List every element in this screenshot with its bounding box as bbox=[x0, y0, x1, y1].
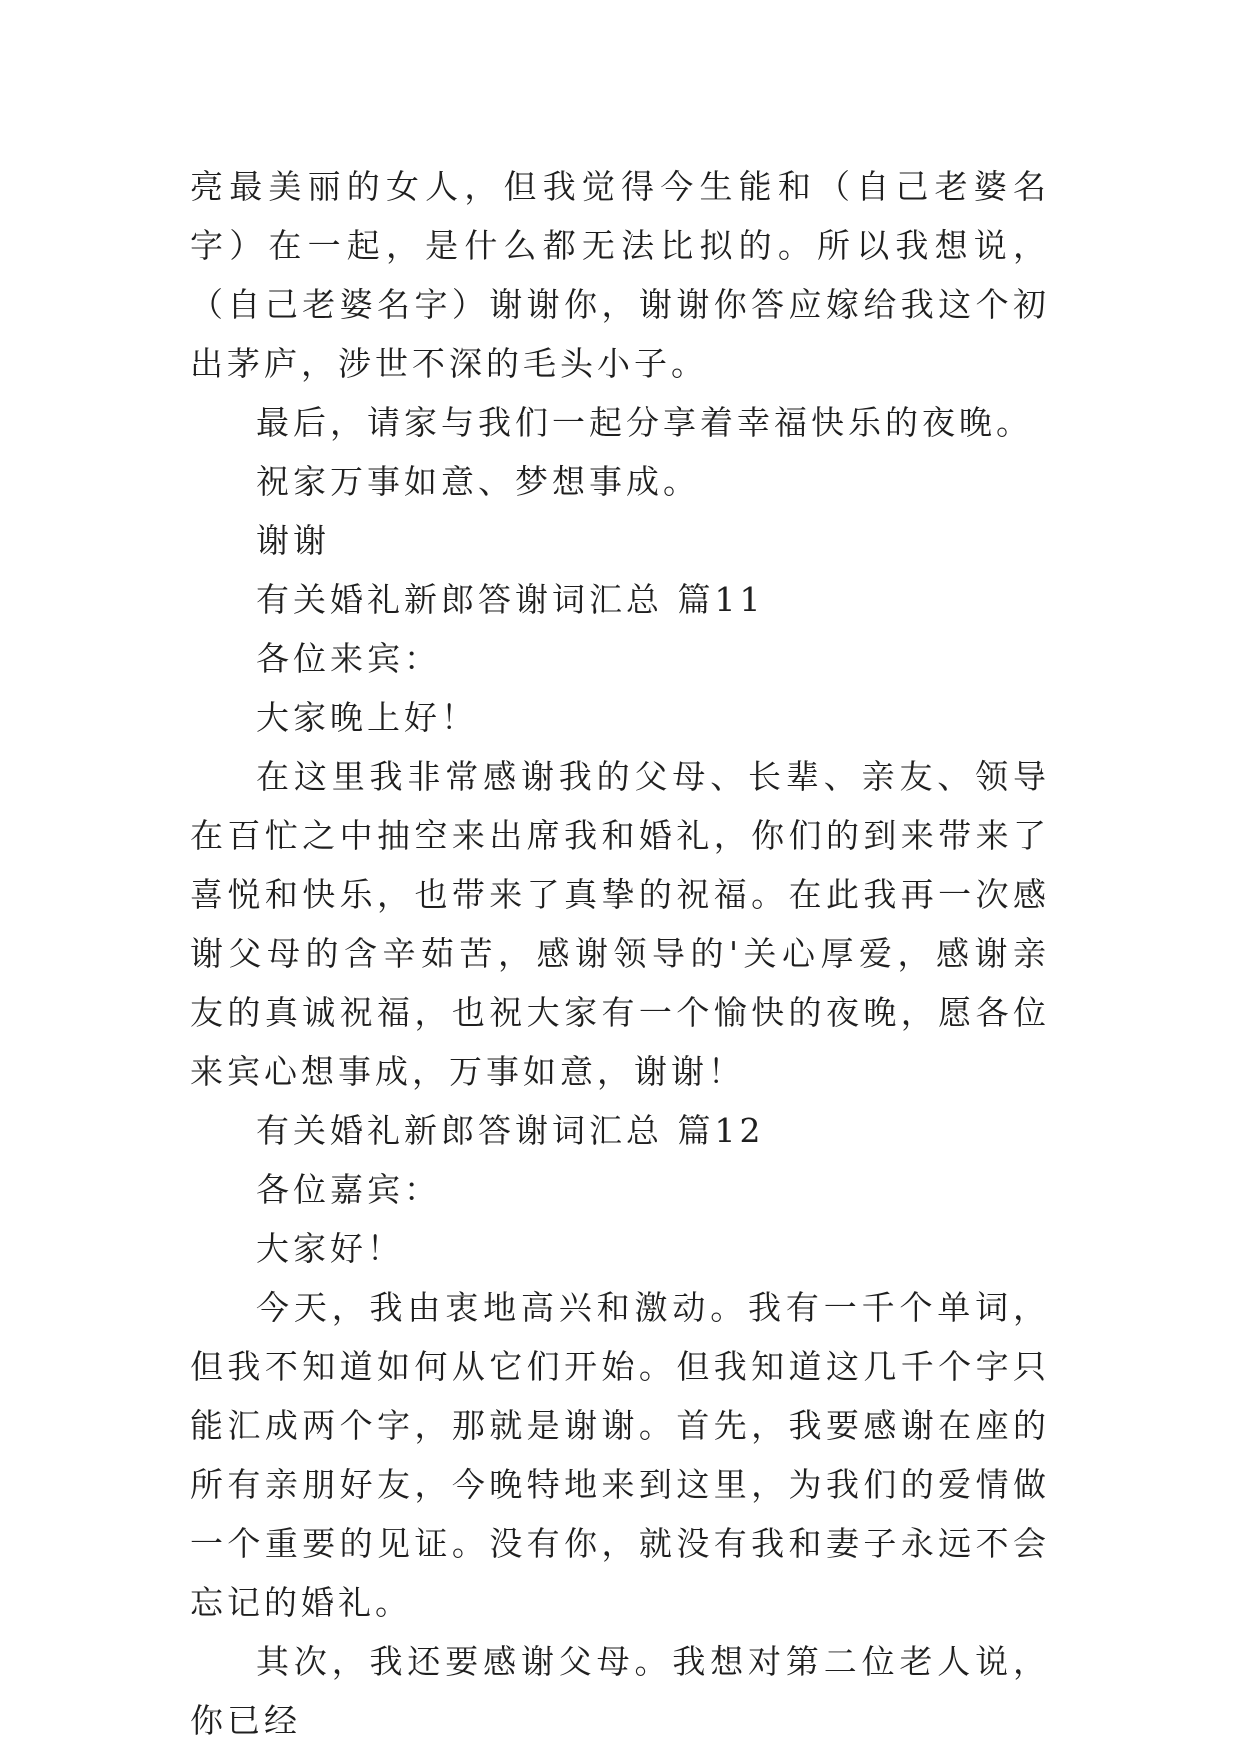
greeting-evening: 大家晚上好！ bbox=[256, 698, 478, 737]
salutation-honored-guests: 各位嘉宾： bbox=[256, 1170, 441, 1209]
paragraph-speech-12: 今天，我由衷地高兴和激动。我有一千个单词，但我不知道如何从它们开始。但我知道这几千个字只能汇成两个字，那就是谢谢。首先，我要感谢在座的所有亲朋好友，今晚特地来到这里，为我们的爱情做一个重要的见证。没有你，就没有我和妻子永远不会忘记的婚礼。 bbox=[190, 1288, 1050, 1622]
paragraph-parents: 其次，我还要感谢父母。我想对第二位老人说，你已经 bbox=[190, 1642, 1050, 1740]
document-body bbox=[190, 157, 1050, 1750]
section-heading-12: 有关婚礼新郎答谢词汇总 篇12 bbox=[256, 1111, 765, 1150]
salutation-guests: 各位来宾： bbox=[256, 639, 441, 678]
paragraph-continued: 亮最美丽的女人，但我觉得今生能和（自己老婆名字）在一起，是什么都无法比拟的。所以我想说，（自己老婆名字）谢谢你，谢谢你答应嫁给我这个初出茅庐，涉世不深的毛头小子。 bbox=[190, 167, 1050, 383]
paragraph-thanks: 谢谢 bbox=[256, 521, 330, 560]
paragraph-speech-11: 在这里我非常感谢我的父母、长辈、亲友、领导在百忙之中抽空来出席我和婚礼，你们的到来带来了喜悦和快乐，也带来了真挚的祝福。在此我再一次感谢父母的含辛茹苦，感谢领导的'关心厚爱，感谢亲友的真诚祝福，也祝大家有一个愉快的夜晚，愿各位来宾心想事成，万事如意，谢谢！ bbox=[190, 757, 1050, 1091]
section-heading-11: 有关婚礼新郎答谢词汇总 篇11 bbox=[256, 580, 765, 619]
greeting-hello: 大家好！ bbox=[256, 1229, 404, 1268]
paragraph-closing: 最后，请家与我们一起分享着幸福快乐的夜晚。 bbox=[256, 403, 1033, 442]
paragraph-wishes: 祝家万事如意、梦想事成。 bbox=[256, 462, 700, 501]
